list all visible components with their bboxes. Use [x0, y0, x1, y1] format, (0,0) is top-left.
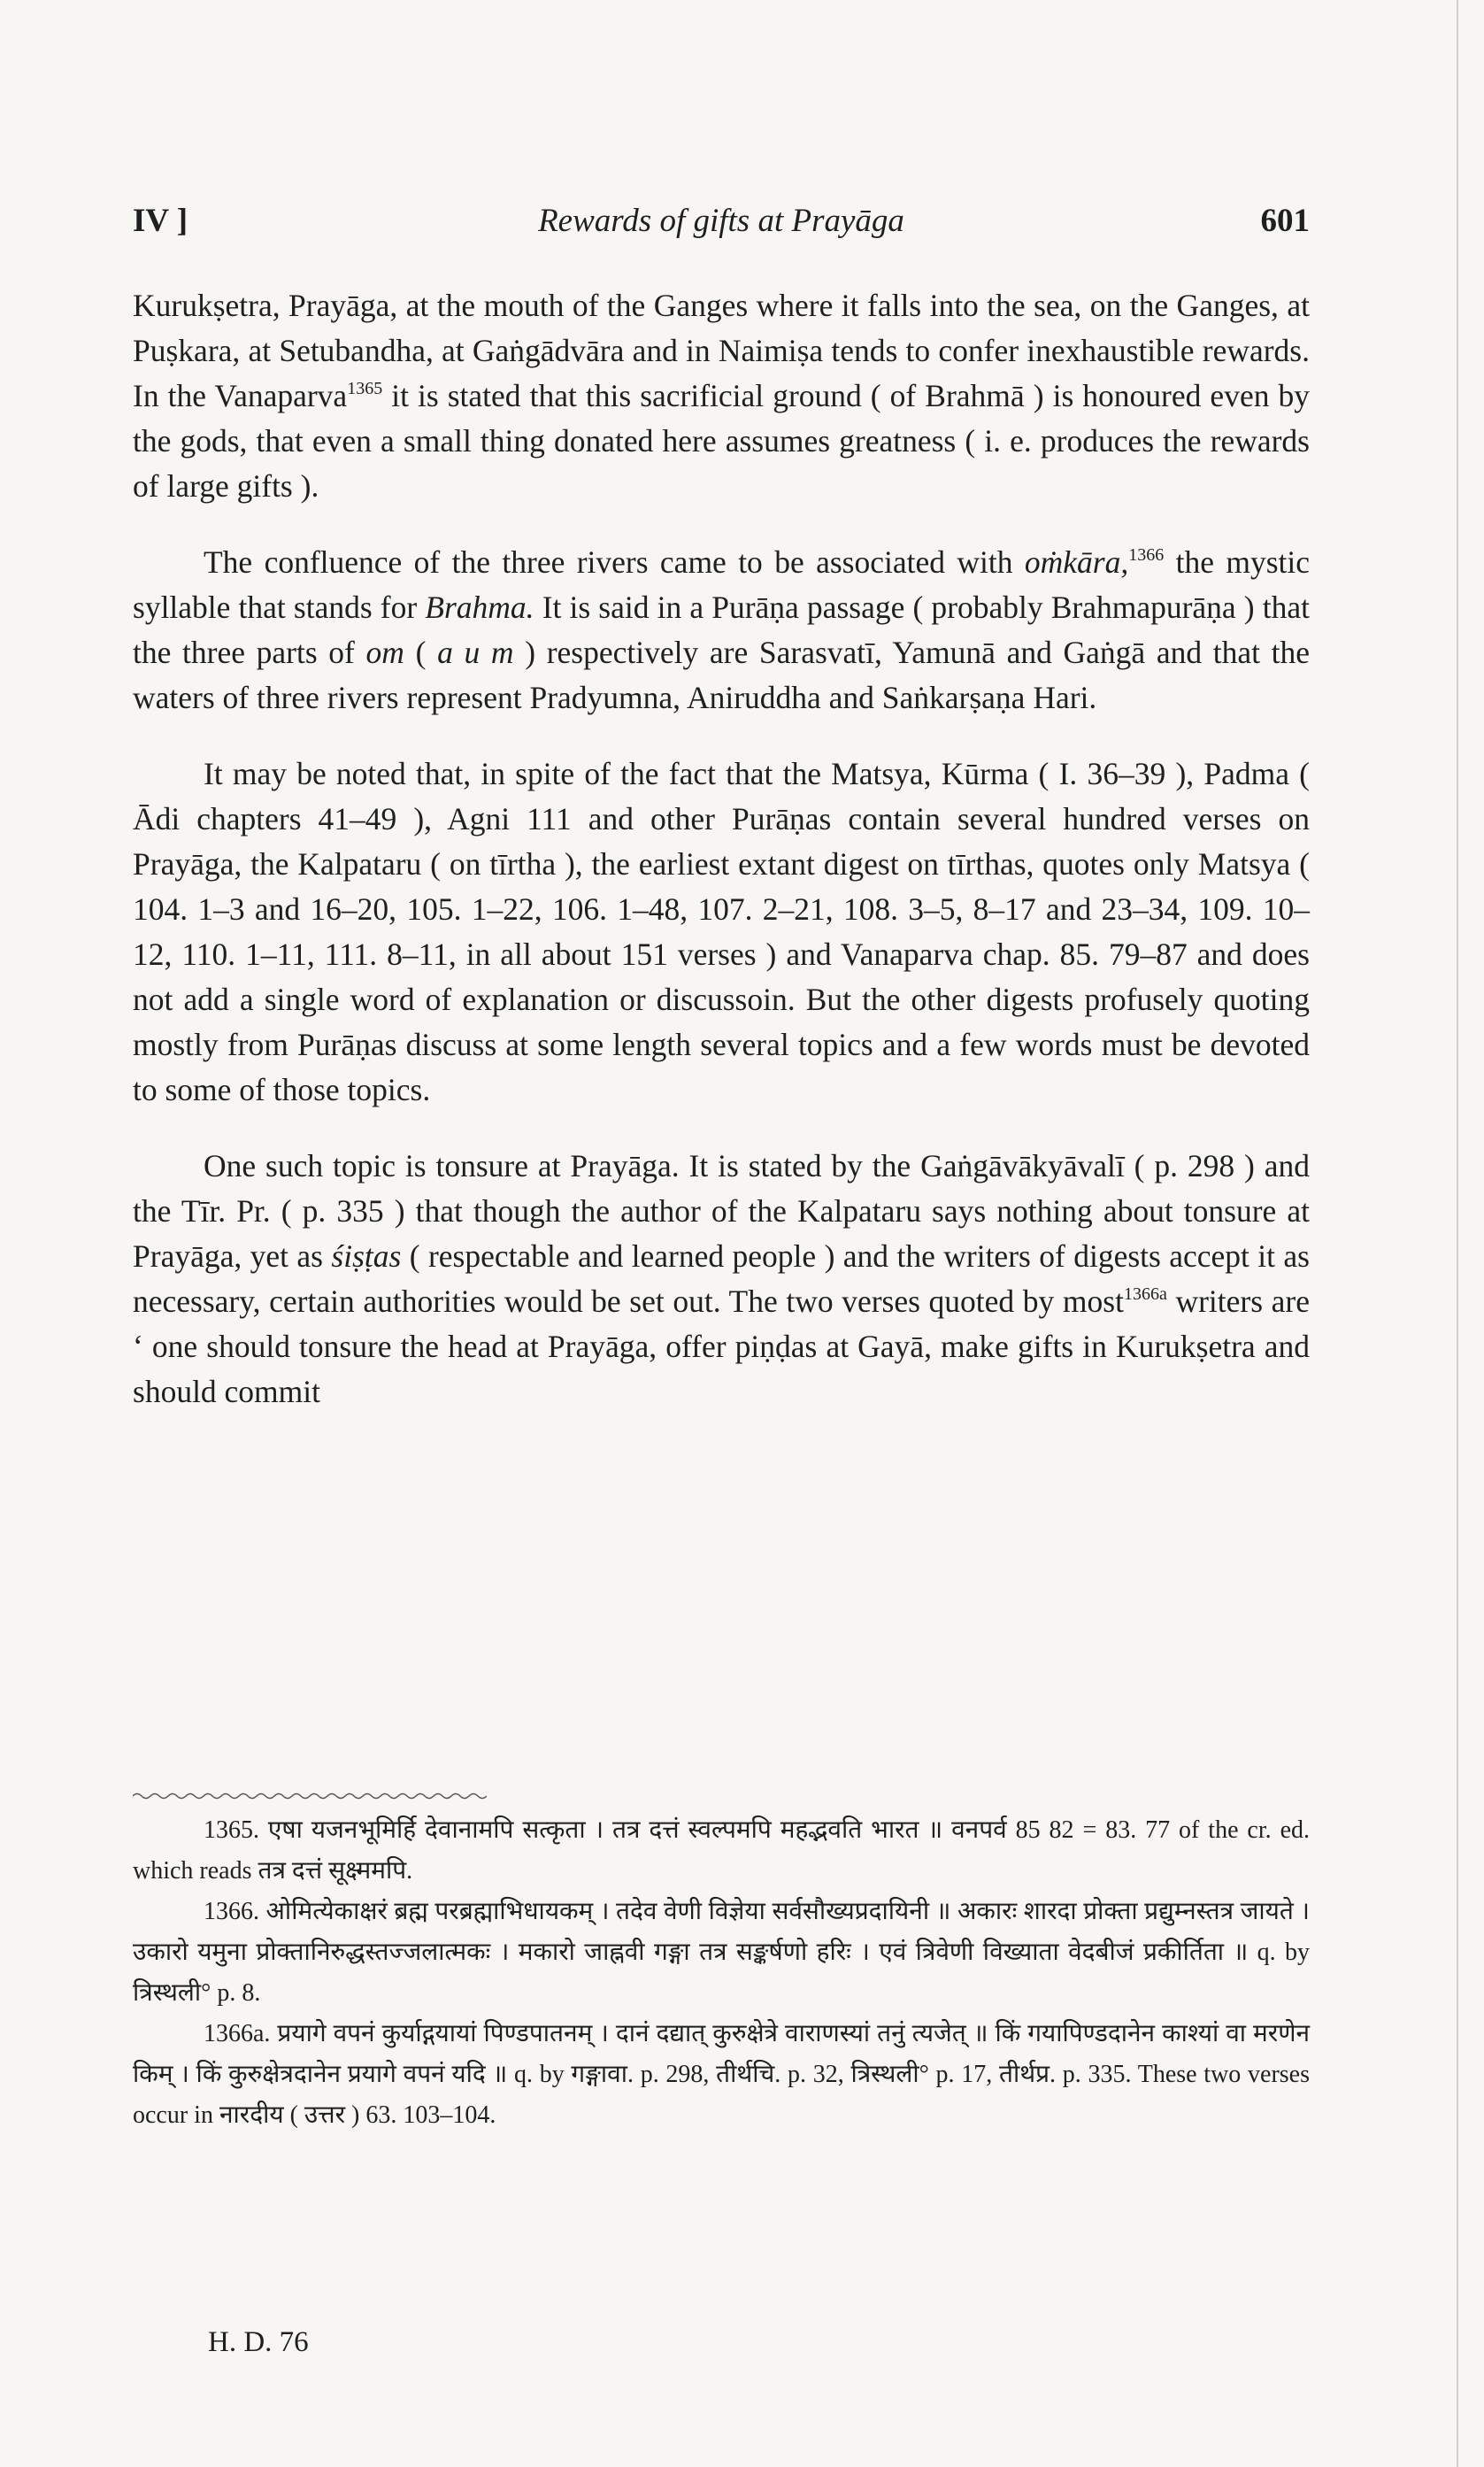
paragraph-text: writers are ‘ one should tonsure the head at Prayāga, offer piṇḍas at Gayā, make gifts in Kurukṣetra and should commit — [133, 1284, 1310, 1409]
running-title: Rewards of gifts at Prayāga — [538, 203, 904, 239]
page-number: 601 — [1260, 203, 1310, 239]
paragraph-text: Kurukṣetra, Prayāga, at the mouth of the Ganges where it falls into the sea, on the Ganges, at Puṣkara, at Setubandha, at Gaṅgādvāra and in Naimiṣa tends to confer inexhaustible rewards. In the Vanaparva — [133, 288, 1310, 413]
footnote-ref-1366a: 1366a — [1123, 1284, 1167, 1304]
paragraph-3: It may be noted that, in spite of the fact that the Matsya, Kūrma ( I. 36–39 ), Padma ( Ādi chapters 41–49 ), Agni 111 and other Purāṇas contain several hundred verses on Prayāga, the Kalpataru ( on tīrtha ), the earliest extant digest on tīrthas, quotes only Matsya ( 104. 1–3 and 16–20, 105. 1–22, 106. 1–48, 107. 2–21, 108. 3–5, 8–17 and 23–34, 109. 10–12, 110. 1–11, 111. 8–11, in all about 151 verses ) and Vanaparva chap. 85. 79–87 and does not add a single word of explanation or discussoin. But the other digests profusely quoting mostly from Purāṇas discuss at some length several topics and a few words must be devoted to some of those topics. — [133, 756, 1310, 1107]
paragraph-text: It is said in a Purāṇa passage ( probably Brahmapurāṇa ) that the three parts of — [133, 590, 1310, 670]
paragraph-text: the mystic syllable that stands for — [133, 544, 1311, 625]
paragraph-text: One such topic is tonsure at Prayāga. It is stated by the Gaṅgāvākyāvalī ( p. 298 ) and the Tīr. Pr. ( p. 335 ) that though the author of the Kalpataru says nothing about tonsure at Prayāga, yet as — [133, 1148, 1310, 1274]
running-header — [133, 202, 1310, 255]
term-omkara: oṁkāra, — [1024, 544, 1129, 580]
section-marker: IV ] — [133, 203, 188, 239]
signature-mark: H. D. 76 — [208, 2326, 309, 2358]
paragraph-text: ( respectable and learned people ) and the writers of digests accept it as necessary, certain authorities would be set out. The two verses quoted by most — [133, 1238, 1310, 1319]
term-sistas: śiṣṭas — [331, 1238, 402, 1274]
footnote-1366a: 1366a. प्रयागे वपनं कुर्याद्गयायां पिण्डपातनम् । दानं दद्यात् कुरुक्षेत्रे वाराणस्यां तनुं त्यजेत् ॥ किं गयापिण्डदानेन काश्यां वा मरणेन किम् । किं कुरुक्षेत्रदानेन प्रयागे वपनं यदि ॥ q. by गङ्गावा. p. 298, तीर्थचि. p. 32, त्रिस्थली° p. 17, तीर्थप्र. p. 335. These two verses occur in नारदीय ( उत्तर ) 63. 103–104. — [133, 2020, 1310, 2129]
paragraph-1 — [133, 283, 1310, 509]
footnote-separator — [133, 1790, 487, 1802]
footnotes — [133, 1810, 1310, 2136]
footnote-1366: 1366. ओमित्येकाक्षरं ब्रह्म परब्रह्माभिधायकम् । तदेव वेणी विज्ञेया सर्वसौख्यप्रदायिनी ॥ अकारः शारदा प्रोक्ता प्रद्युम्नस्तत्र जायते । उकारो यमुना प्रोक्तानिरुद्धस्तज्जलात्मकः । मकारो जाह्नवी गङ्गा तत्र सङ्कर्षणो हरिः । एवं त्रिवेणी विख्याता वेदबीजं प्रकीर्तिता ॥ q. by त्रिस्थली° p. 8. — [133, 1898, 1310, 2007]
paragraph-4 — [133, 1144, 1310, 1415]
paragraph-text: The confluence of the three rivers came to be associated with — [204, 544, 1025, 580]
term-brahma: Brahma. — [425, 590, 534, 625]
paragraph-2 — [133, 540, 1310, 721]
term-om: om — [365, 635, 404, 670]
term-aum: a u m — [437, 635, 514, 670]
scan-edge-line — [1457, 0, 1458, 2467]
footnote-ref-1365: 1365 — [347, 379, 383, 398]
footnote-ref-1366: 1366 — [1128, 545, 1165, 565]
body-text — [133, 283, 1310, 1415]
paragraph-text: ) respectively are Sarasvatī, Yamunā and Gaṅgā and that the waters of three rivers represent Pradyumna, Aniruddha and Saṅkarṣaṇa Hari. — [133, 635, 1310, 715]
paragraph-text: it is stated that this sacrificial ground ( of Brahmā ) is honoured even by the gods, that even a small thing donated here assumes greatness ( i. e. produces the rewards of large gifts ). — [133, 378, 1310, 504]
paragraph-text: ( — [404, 635, 438, 670]
footnote-1365: 1365. एषा यजनभूमिर्हि देवानामपि सत्कृता । तत्र दत्तं स्वल्पमपि महद्भवति भारत ॥ वनपर्व 85 82 = 83. 77 of the cr. ed. which reads तत्र दत्तं सूक्ष्ममपि. — [133, 1816, 1310, 1885]
